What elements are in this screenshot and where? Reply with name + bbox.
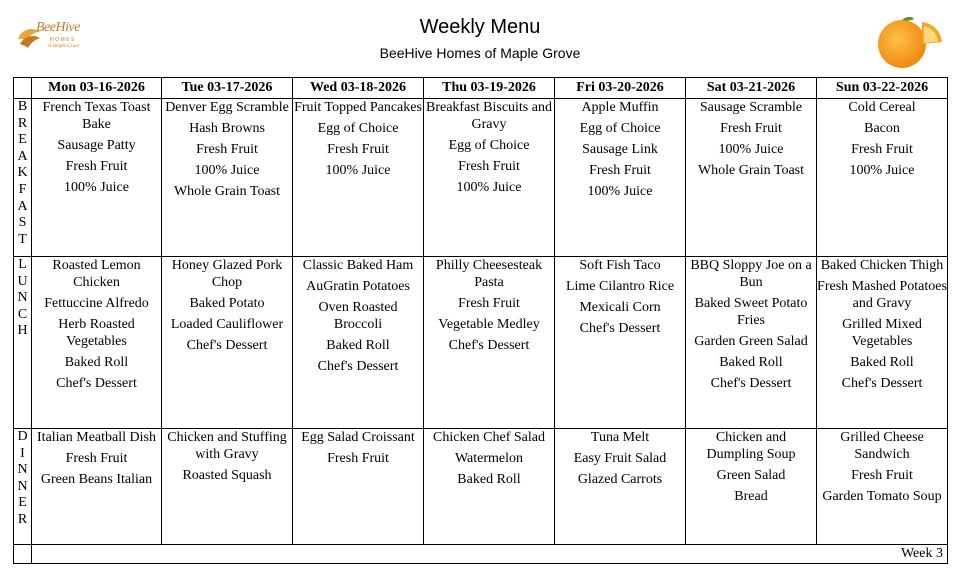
menu-item: Sausage Patty [57, 138, 136, 153]
footer-corner [14, 545, 32, 564]
menu-item: Breakfast Biscuits and Gravy [426, 100, 552, 132]
menu-cell [32, 429, 162, 545]
menu-item: Egg of Choice [579, 121, 661, 136]
meal-label-letter: D [17, 429, 28, 444]
menu-item: 100% Juice [718, 142, 784, 157]
logo-subtext: HOMES [50, 37, 76, 43]
menu-cell [293, 99, 424, 257]
menu-item: Baked Roll [850, 355, 914, 370]
menu-item: AuGratin Potatoes [306, 279, 410, 294]
menu-item: Grilled Mixed Vegetables [842, 317, 922, 349]
meal-label-letter: N [17, 462, 28, 478]
menu-item: Classic Baked Ham [302, 258, 414, 273]
menu-item: Whole Grain Toast [697, 163, 805, 178]
menu-cell [32, 99, 162, 257]
menu-item: Fresh Fruit [851, 142, 913, 157]
menu-cell [32, 257, 162, 429]
day-header-row [14, 78, 948, 99]
menu-item: Fresh Fruit [327, 451, 389, 466]
menu-item: Green Salad [716, 468, 786, 483]
day-header: Fri 03-20-2026 [555, 78, 686, 99]
meal-row [14, 257, 948, 429]
menu-item: Fresh Fruit [720, 121, 782, 136]
menu-item: Bacon [864, 121, 900, 136]
menu-item: Baked Potato [189, 296, 265, 311]
menu-cell [555, 99, 686, 257]
corner-cell [14, 78, 32, 99]
menu-item: Egg of Choice [448, 138, 530, 153]
orange-fruit-icon [872, 14, 944, 70]
menu-item: Sausage Scramble [699, 100, 803, 115]
menu-item: Lime Cilantro Rice [565, 279, 675, 294]
day-header: Tue 03-17-2026 [162, 78, 293, 99]
menu-item: Italian Meatball Dish [37, 430, 156, 445]
menu-item: Soft Fish Taco [579, 258, 661, 273]
menu-item: Fettuccine Alfredo [44, 296, 149, 311]
menu-item: Fresh Fruit [65, 451, 128, 466]
meal-label-letter: K [17, 165, 28, 181]
menu-cell [817, 429, 948, 545]
menu-item: Baked Roll [326, 338, 390, 353]
meal-label-letter: F [18, 181, 27, 197]
meal-row [14, 429, 948, 545]
meal-label [14, 429, 32, 545]
menu-item: BBQ Sloppy Joe on a Bun [690, 258, 812, 290]
menu-cell [293, 257, 424, 429]
weekly-menu-table [13, 77, 948, 564]
week-label: Week 3 [32, 545, 948, 564]
menu-item: Cold Cereal [848, 100, 916, 115]
meal-label-letter: C [17, 306, 28, 322]
menu-item: Philly Cheesesteak Pasta [435, 258, 543, 290]
menu-item: Apple Muffin [581, 100, 659, 115]
meal-label-letter: B [17, 99, 28, 114]
menu-cell [686, 429, 817, 545]
menu-item: Chef's Dessert [448, 338, 530, 353]
meal-label-letter: R [17, 115, 28, 131]
meal-label-letter: U [17, 273, 28, 289]
footer-row [14, 545, 948, 564]
menu-cell [162, 99, 293, 257]
menu-item: 100% Juice [325, 163, 391, 178]
menu-item: Grilled Cheese Sandwich [840, 430, 924, 462]
meal-label-letter: T [18, 231, 27, 247]
meal-label-letter: A [17, 198, 28, 214]
menu-item: Bread [734, 489, 768, 504]
menu-item: Egg Salad Croissant [301, 430, 415, 445]
menu-item: Herb Roasted Vegetables [58, 317, 135, 349]
menu-item: Roasted Squash [182, 468, 272, 483]
menu-cell [293, 429, 424, 545]
menu-item: Chicken and Dumpling Soup [706, 430, 796, 462]
menu-item: Chef's Dessert [56, 376, 137, 391]
menu-item: 100% Juice [456, 180, 522, 195]
logo-tagline: A Simple Grace [48, 44, 80, 49]
menu-item: Baked Roll [457, 472, 521, 487]
menu-item: Green Beans Italian [40, 472, 153, 487]
menu-cell [555, 429, 686, 545]
menu-item: Chef's Dessert [841, 376, 923, 391]
menu-item: Fresh Fruit [851, 468, 913, 483]
menu-cell [817, 257, 948, 429]
menu-item: Egg of Choice [317, 121, 399, 136]
menu-cell [686, 99, 817, 257]
menu-item: Vegetable Medley [438, 317, 540, 332]
menu-item: Whole Grain Toast [173, 184, 281, 199]
menu-item: Sausage Link [582, 142, 658, 157]
menu-item: Tuna Melt [590, 430, 650, 445]
menu-item: Fresh Fruit [458, 296, 520, 311]
meal-label [14, 257, 32, 429]
day-header: Mon 03-16-2026 [32, 78, 162, 99]
day-header: Wed 03-18-2026 [293, 78, 424, 99]
day-header: Thu 03-19-2026 [424, 78, 555, 99]
menu-item: 100% Juice [849, 163, 915, 178]
menu-item: Fresh Fruit [65, 159, 128, 174]
menu-cell [817, 99, 948, 257]
menu-item: 100% Juice [194, 163, 260, 178]
page-title: Weekly Menu [419, 16, 541, 38]
meal-label-letter: N [17, 478, 28, 494]
meal-row [14, 99, 948, 257]
menu-item: Baked Chicken Thigh [820, 258, 944, 273]
menu-item: Easy Fruit Salad [573, 451, 667, 466]
menu-item: Baked Roll [719, 355, 783, 370]
meal-label-letter: N [17, 290, 28, 306]
menu-item: Chicken Chef Salad [433, 430, 545, 445]
menu-item: Chicken and Stuffing with Gravy [167, 430, 287, 462]
menu-item: Mexicali Corn [579, 300, 661, 315]
menu-item: Fresh Fruit [458, 159, 520, 174]
menu-item: French Texas Toast Bake [42, 100, 151, 132]
menu-item: Chef's Dessert [317, 359, 399, 374]
meal-label-letter: L [18, 257, 27, 272]
logo-text: BeeHive [36, 20, 80, 35]
menu-item: Fresh Mashed Potatoes and Gravy [817, 279, 947, 311]
menu-cell [686, 257, 817, 429]
meal-label-letter: R [17, 511, 28, 527]
menu-item: Chef's Dessert [186, 338, 268, 353]
menu-item: Baked Sweet Potato Fries [694, 296, 808, 328]
menu-item: Fresh Fruit [196, 142, 258, 157]
day-header: Sat 03-21-2026 [686, 78, 817, 99]
meal-label-letter: E [18, 132, 27, 148]
menu-item: Fruit Topped Pancakes [294, 100, 422, 115]
menu-item: Roasted Lemon Chicken [52, 258, 141, 290]
meal-label-letter: S [18, 215, 27, 231]
menu-item: Chef's Dessert [710, 376, 792, 391]
meal-label-letter: H [17, 323, 28, 339]
day-header: Sun 03-22-2026 [817, 78, 948, 99]
page-subtitle: BeeHive Homes of Maple Grove [379, 45, 581, 61]
menu-cell [424, 257, 555, 429]
menu-item: Glazed Carrots [577, 472, 663, 487]
menu-item: Fresh Fruit [589, 163, 651, 178]
meal-label [14, 99, 32, 257]
menu-item: Denver Egg Scramble [165, 100, 289, 115]
menu-item: Baked Roll [64, 355, 129, 370]
menu-item: Hash Browns [189, 121, 265, 136]
menu-cell [162, 429, 293, 545]
meal-label-letter: A [17, 148, 28, 164]
meal-label-letter: I [20, 445, 25, 461]
menu-cell [555, 257, 686, 429]
menu-item: Loaded Cauliflower [170, 317, 284, 332]
menu-item: Oven Roasted Broccoli [318, 300, 398, 332]
menu-cell [424, 99, 555, 257]
menu-cell [162, 257, 293, 429]
meal-label-letter: E [18, 495, 27, 511]
menu-item: Chef's Dessert [579, 321, 661, 336]
menu-item: Garden Green Salad [694, 334, 808, 349]
menu-item: Honey Glazed Pork Chop [171, 258, 283, 290]
menu-cell [424, 429, 555, 545]
menu-item: Fresh Fruit [327, 142, 389, 157]
menu-item: Watermelon [454, 451, 524, 466]
menu-item: 100% Juice [64, 180, 129, 195]
menu-item: Garden Tomato Soup [822, 489, 942, 504]
menu-item: 100% Juice [587, 184, 653, 199]
